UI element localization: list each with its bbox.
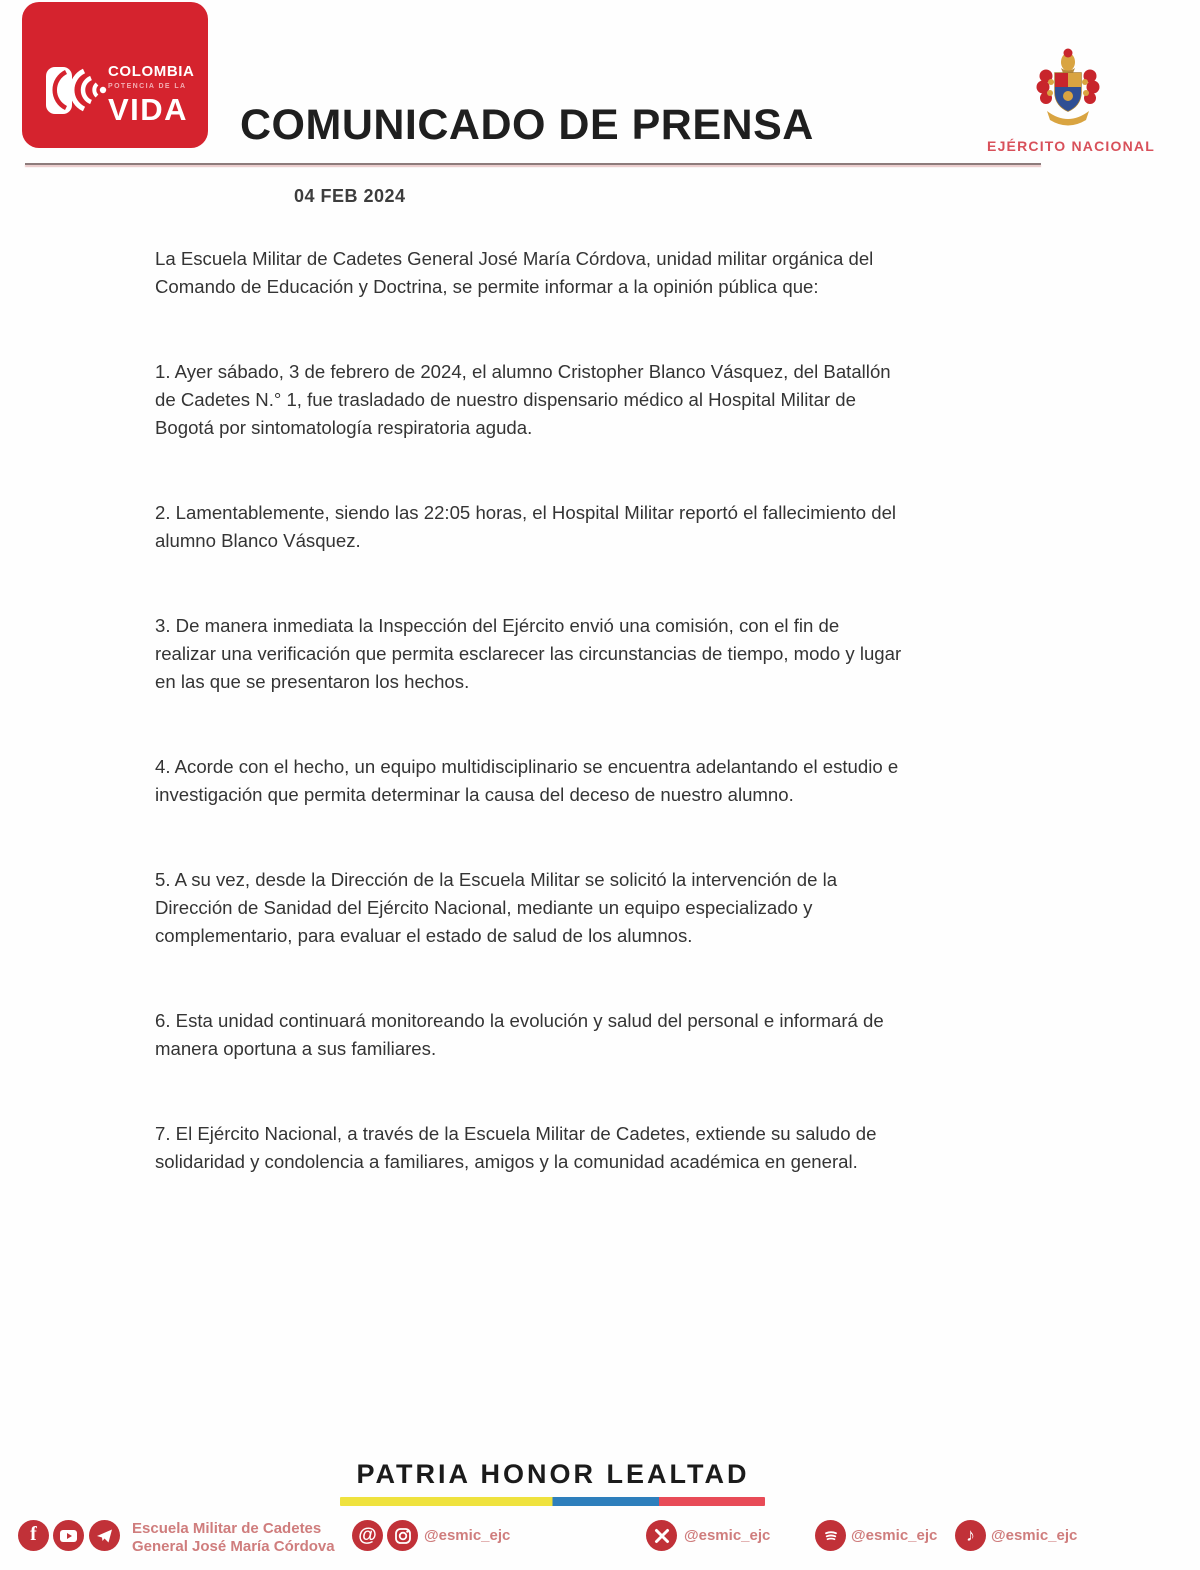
threads-icon <box>352 1520 383 1551</box>
text-line: 4. Acorde con el hecho, un equipo multidisciplinario se encuentra adelantando el estudio e <box>155 756 899 777</box>
text-line: de Cadetes N.° 1, fue trasladado de nuestro dispensario médico al Hospital Militar de <box>155 389 856 410</box>
motto: PATRIA HONOR LEALTAD <box>356 1459 750 1489</box>
text-line: Bogotá por sintomatología respiratoria aguda. <box>155 417 533 438</box>
handle-tiktok: @esmic_ejc <box>991 1527 1078 1544</box>
colombia-brand-logo <box>22 2 208 148</box>
facebook-glyph: f <box>30 1523 37 1545</box>
text-line: Comando de Educación y Doctrina, se permite informar a la opinión pública que: <box>155 276 819 297</box>
header-divider <box>25 163 1041 165</box>
telegram-icon <box>89 1520 120 1551</box>
colombia-wave-icon <box>46 62 108 125</box>
brand-line-potencia: POTENCIA DE LA <box>108 83 187 90</box>
document-date: 04 FEB 2024 <box>294 186 406 206</box>
text-line: complementario, para evaluar el estado de salud de los alumnos. <box>155 925 693 946</box>
text-line: solidaridad y condolencia a familiares, amigos y la comunidad académica en general. <box>155 1151 858 1172</box>
spotify-icon <box>815 1520 846 1551</box>
handle-x: @esmic_ejc <box>684 1527 771 1544</box>
paragraph-7 <box>155 1120 1065 1176</box>
brand-line-vida: VIDA <box>108 92 189 127</box>
paragraph-5 <box>155 866 1065 950</box>
youtube-icon <box>53 1520 84 1551</box>
tiktok-glyph: ♪ <box>966 1525 975 1545</box>
instagram-icon <box>387 1520 418 1551</box>
facebook-icon <box>18 1520 49 1551</box>
text-line: 3. De manera inmediata la Inspección del Ejército envió una comisión, con el fin de <box>155 615 840 636</box>
text-line: manera oportuna a sus familiares. <box>155 1038 437 1059</box>
text-line: realizar una verificación que permita esclarecer las circunstancias de tiempo, modo y lugar <box>155 643 902 664</box>
x-icon <box>646 1520 677 1551</box>
school-name <box>132 1520 335 1556</box>
paragraph-3 <box>155 612 1065 696</box>
text-line: Dirección de Sanidad del Ejército Nacional, mediante un equipo especializado y <box>155 897 813 918</box>
brand-line-colombia: COLOMBIA <box>108 63 195 80</box>
paragraph-1 <box>155 358 1065 442</box>
text-line: en las que se presentaron los hechos. <box>155 671 470 692</box>
text-line: alumno Blanco Vásquez. <box>155 530 361 551</box>
handle-spotify: @esmic_ejc <box>851 1527 938 1544</box>
school-name-line1: Escuela Militar de Cadetes <box>132 1520 322 1537</box>
text-line: La Escuela Militar de Cadetes General José María Córdova, unidad militar orgánica del <box>155 248 874 269</box>
text-line: investigación que permita determinar la causa del deceso de nuestro alumno. <box>155 784 794 805</box>
social-footer <box>0 1518 1200 1562</box>
text-line: 7. El Ejército Nacional, a través de la Escuela Militar de Cadetes, extiende su saludo de <box>155 1123 877 1144</box>
page-title: COMUNICADO DE PRENSA <box>240 101 814 149</box>
school-name-line2: General José María Córdova <box>132 1538 335 1555</box>
text-line: 2. Lamentablemente, siendo las 22:05 horas, el Hospital Militar reportó el fallecimiento del <box>155 502 897 523</box>
handle-instagram: @esmic_ejc <box>424 1527 511 1544</box>
tiktok-icon <box>955 1520 986 1551</box>
paragraph-4 <box>155 753 1065 809</box>
intro-paragraph <box>155 245 1065 301</box>
document-body <box>155 245 1065 1233</box>
youtube-glyph <box>60 1530 77 1542</box>
threads-glyph: @ <box>358 1524 377 1546</box>
paragraph-2 <box>155 499 1065 555</box>
paragraph-6 <box>155 1007 1065 1063</box>
army-label: EJÉRCITO NACIONAL <box>987 138 1155 154</box>
text-line: 6. Esta unidad continuará monitoreando la evolución y salud del personal e informará de <box>155 1010 884 1031</box>
colombia-brand-text <box>108 64 194 125</box>
army-crest-icon <box>1033 44 1103 139</box>
text-line: 1. Ayer sábado, 3 de febrero de 2024, el alumno Cristopher Blanco Vásquez, del Batallón <box>155 361 891 382</box>
text-line: 5. A su vez, desde la Dirección de la Escuela Militar se solicitó la intervención de la <box>155 869 838 890</box>
colombia-flag-bar <box>340 1497 765 1506</box>
